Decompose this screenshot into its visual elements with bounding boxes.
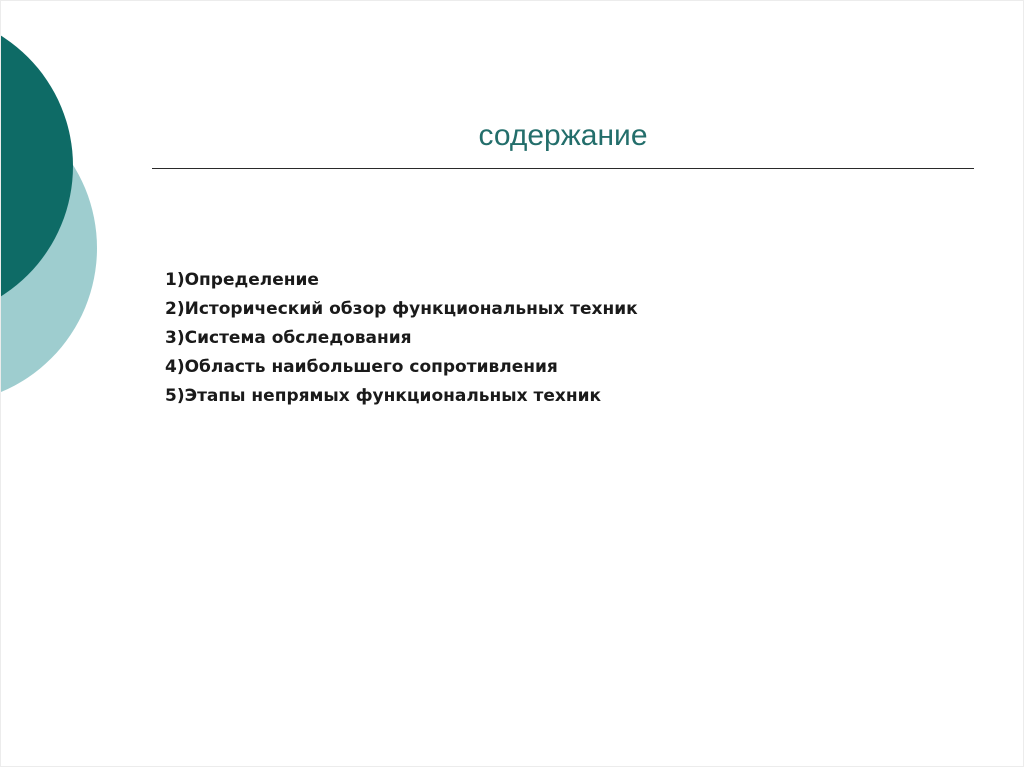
- slide-title: содержание: [478, 119, 648, 152]
- list-item: 2)Исторический обзор функциональных техник: [165, 299, 638, 319]
- list-item: 4)Область наибольшего сопротивления: [165, 357, 558, 377]
- title-divider: [152, 168, 974, 169]
- list-item: 1)Определение: [165, 270, 319, 290]
- contents-list: [165, 266, 638, 411]
- list-item: 3)Система обследования: [165, 328, 412, 348]
- list-item: 5)Этапы непрямых функциональных техник: [165, 386, 602, 406]
